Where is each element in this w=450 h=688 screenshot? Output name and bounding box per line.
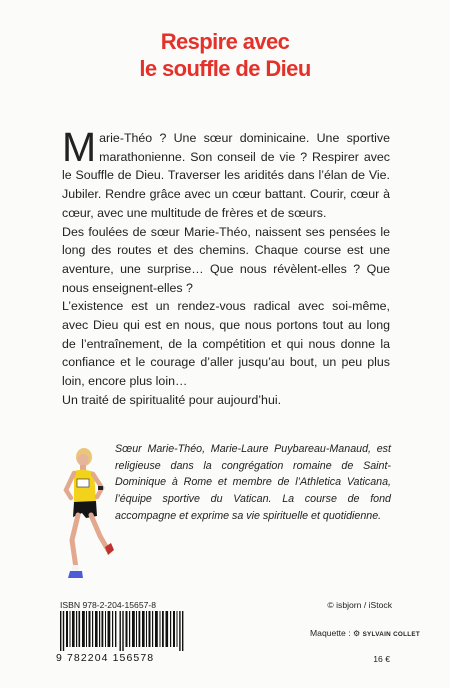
runner-illustration-icon [58, 446, 116, 586]
sylvain-collet-logo-icon: ⚙ [353, 629, 361, 638]
title-line-2: le souffle de Dieu [139, 56, 311, 81]
back-cover-text [62, 124, 390, 410]
paragraph-3: L’existence est un rendez-vous radical avec soi-même, avec Dieu qui est en nous, que nous portons tout au long de l’entraînement, de la compétition et qui nous donne la confiance et le courage d’aller jusqu’au bout, un peu plus loin, encore plus loin… [62, 299, 390, 389]
paragraph-2: Des foulées de sœur Marie-Théo, naissent ses pensées le long des routes et des chemins. Chaque course est une aventure, une surprise… Que nous révèlent-elles ? Que nous enseignent-elles ? [62, 224, 390, 295]
author-bio: Sœur Marie-Théo, Marie-Laure Puybareau-Manaud, est religieuse dans la congrégation romaine de Saint-Dominique à Rome et membre de l’Athletica Vaticana, l’équipe sportive du Vatican. La course de fond accompagne et exprime sa vie spirituelle et quotidienne. [115, 443, 391, 522]
maquette-label: Maquette : [310, 628, 351, 638]
paragraph-1 [62, 124, 390, 223]
drop-cap: M [62, 124, 97, 170]
maquette-name: SYLVAIN COLLET [362, 631, 421, 638]
price: 16 € [373, 654, 390, 664]
book-title [0, 28, 450, 82]
barcode-digits: 9 782204 156578 [56, 652, 155, 664]
maquette-credit [310, 628, 420, 638]
barcode-icon [60, 611, 184, 651]
paragraph-1-text: arie-Théo ? Une sœur dominicaine. Une sportive marathonienne. Son conseil de vie ? Respirer avec le Souffle de Dieu. Traverser les aridités dans l’élan de Vie. Jubiler. Rendre grâce avec un cœur battant. Courir, cœur à cœur, avec une multitude de frères et de sœurs. [62, 131, 390, 220]
paragraph-4: Un traité de spiritualité pour aujourd’hui. [62, 392, 282, 407]
photo-credit: © isbjorn / iStock [327, 600, 392, 610]
title-line-1: Respire avec [160, 29, 290, 54]
isbn-label: ISBN 978-2-204-15657-8 [60, 600, 157, 610]
